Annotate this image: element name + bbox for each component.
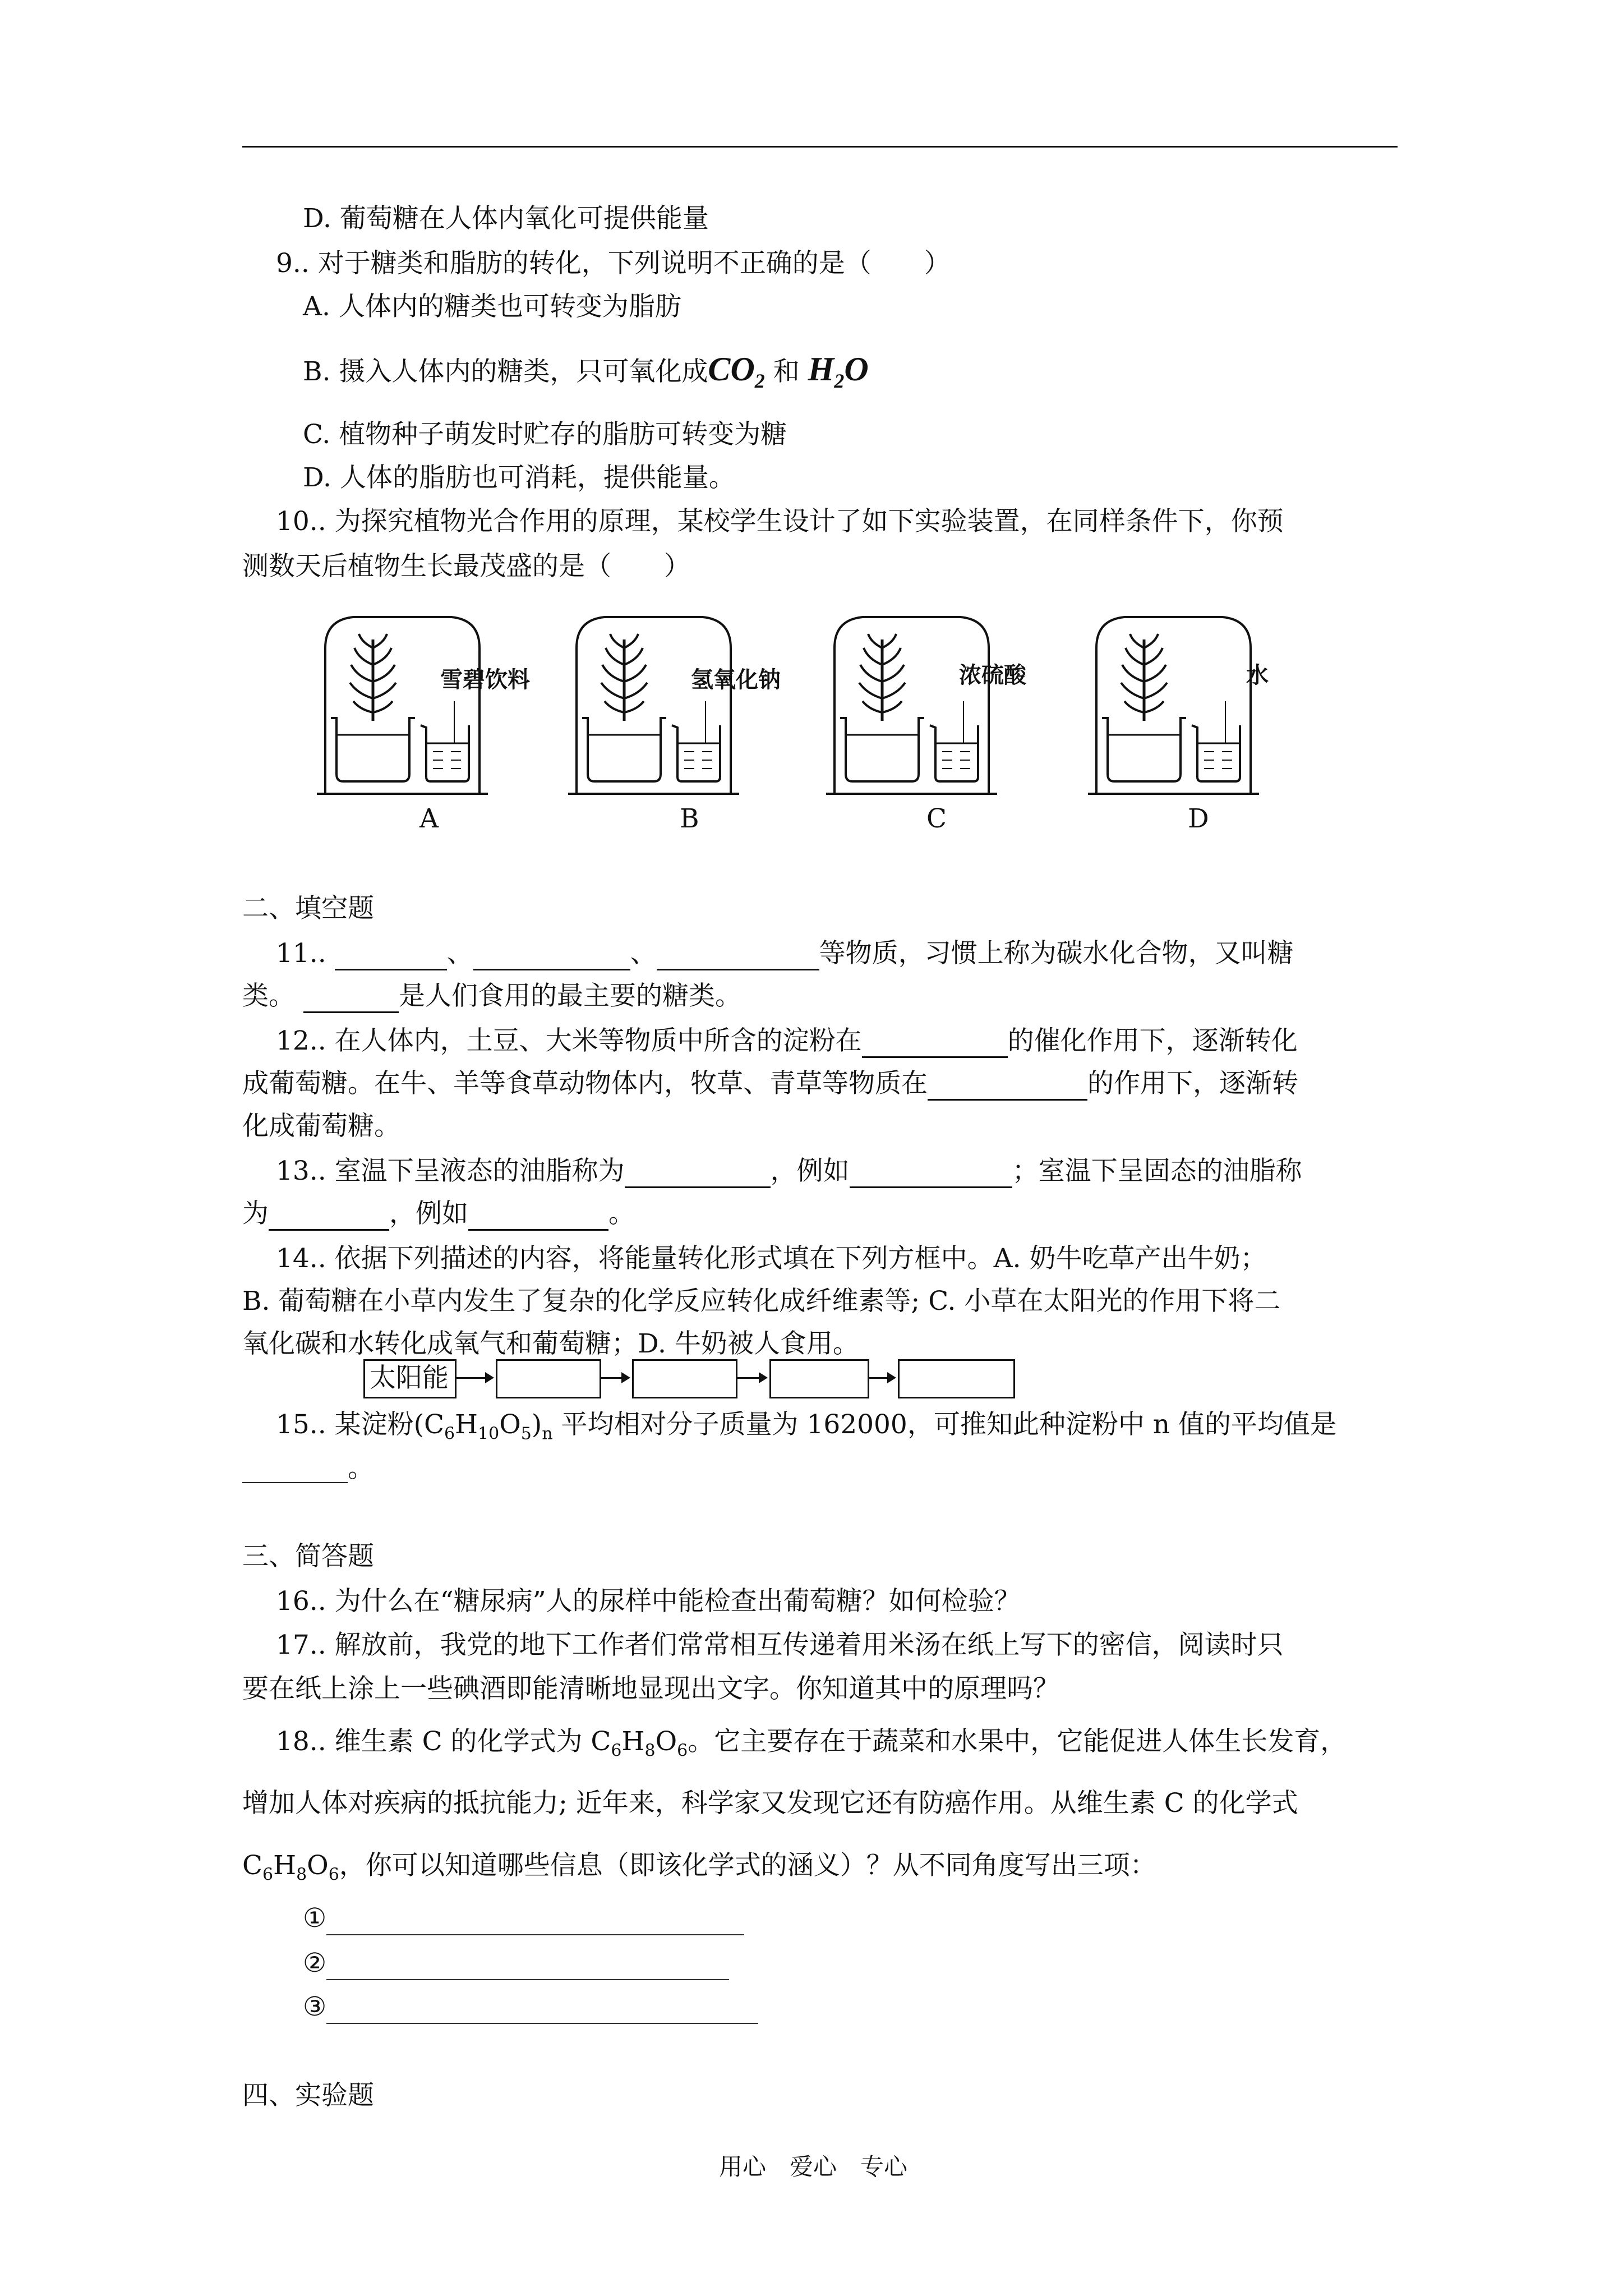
q12-blank-2[interactable]: [928, 1072, 1087, 1101]
q18-answer-line-2[interactable]: [326, 1953, 729, 1980]
q11-line2: 类。 是人们食用的最主要的糖类。: [242, 979, 741, 1013]
setup-letter-c: C: [926, 803, 947, 834]
q14-line2: B. 葡萄糖在小草内发生了复杂的化学反应转化成纤维素等; C. 小草在太阳光的作用下将二: [242, 1286, 1281, 1317]
q18-answer-2: ②: [303, 1947, 729, 1980]
q14-line3: 氧化碳和水转化成氧气和葡萄糖；D. 牛奶被人食用。: [242, 1328, 859, 1359]
energy-box-2[interactable]: [632, 1359, 737, 1398]
q17-line1: 17.. 解放前，我党的地下工作者们常常相互传递着用米汤在纸上写下的密信，阅读时只: [276, 1630, 1284, 1660]
q9-option-d: D. 人体的脂肪也可消耗，提供能量。: [303, 462, 735, 493]
q15-line1: 15.. 某淀粉$(C_6H_{10}O_5)_n$ 平均相对分子质量为 162000，可推知此种淀粉中 n 值的平均值是: [276, 1409, 1336, 1444]
beaker-label-d: 水: [1246, 662, 1269, 688]
setup-letter-d: D: [1188, 803, 1209, 834]
q16-text: 16.. 为什么在“糖尿病”人的尿样中能检查出葡萄糖？如何检验？: [276, 1586, 1021, 1617]
q10-line1: 10.. 为探究植物光合作用的原理，某校学生设计了如下实验装置，在同样条件下，你预: [276, 506, 1284, 537]
header-rule: [242, 146, 1398, 148]
section-4-title: 四、实验题: [242, 2080, 374, 2111]
q17-line2: 要在纸上涂上一些碘酒即能清晰地显现出文字。你知道其中的原理吗？: [242, 1673, 1059, 1704]
beaker-label-c: 浓硫酸: [959, 662, 1026, 688]
section-2-title: 二、填空题: [242, 893, 374, 924]
energy-box-solar: [363, 1359, 457, 1398]
beaker-label-b: 氢氧化钠: [691, 666, 781, 693]
energy-box-1[interactable]: [496, 1359, 601, 1398]
h2o-formula: $H_2O$: [808, 351, 869, 392]
energy-box-4[interactable]: [898, 1359, 1015, 1398]
page-footer: 用心 爱心 专心: [719, 2153, 908, 2180]
q18-answer-line-3[interactable]: [326, 1997, 758, 2024]
q11-blank-2[interactable]: [473, 942, 630, 970]
q18-answer-line-1[interactable]: [326, 1908, 744, 1935]
q11-line1: 11.. 、 、 等物质，习惯上称为碳水化合物，又叫糖: [276, 937, 1294, 970]
q18-answer-1: ①: [303, 1902, 744, 1935]
q13-blank-3[interactable]: [269, 1202, 389, 1231]
q8-option-d: D. 葡萄糖在人体内氧化可提供能量: [303, 203, 709, 234]
q11-blank-1[interactable]: [335, 942, 447, 970]
q9-option-a: A. 人体内的糖类也可转变为脂肪: [303, 291, 681, 322]
section-3-title: 三、简答题: [242, 1541, 374, 1572]
energy-box-3[interactable]: [769, 1359, 869, 1398]
q13-line1: 13.. 室温下呈液态的油脂称为 ，例如 ；室温下呈固态的油脂称: [276, 1154, 1302, 1188]
q13-line2: 为 ，例如 。: [242, 1197, 635, 1231]
setup-letter-b: B: [680, 803, 699, 834]
q12-blank-1[interactable]: [862, 1029, 1008, 1058]
q13-blank-1[interactable]: [625, 1159, 771, 1188]
q12-line1: 12.. 在人体内，土豆、大米等物质中所含的淀粉在 的催化作用下，逐渐转化: [276, 1024, 1298, 1058]
arrow-icon: [600, 1377, 628, 1379]
q14-line1: 14.. 依据下列描述的内容，将能量转化形式填在下列方框中。A. 奶牛吃草产出牛奶；: [276, 1243, 1267, 1274]
q9-option-c: C. 植物种子萌发时贮存的脂肪可转变为糖: [303, 419, 787, 450]
q9-option-b-text: B. 摄入人体内的糖类，只可氧化成: [303, 356, 708, 387]
co2-formula: $CO_2$: [708, 351, 765, 392]
apparatus-figure: [314, 609, 1324, 799]
q18-line2: 增加人体对疾病的抵抗能力; 近年来，科学家又发现它还有防癌作用。从维生素 C 的化学式: [242, 1788, 1298, 1819]
setup-letter-a: A: [419, 803, 439, 834]
q9-option-b: B. 摄入人体内的糖类，只可氧化成$CO_2$ 和 $H_2O$: [303, 351, 869, 392]
q12-line3: 化成葡萄糖。: [242, 1111, 400, 1142]
beaker-label-a: 雪碧饮料: [440, 666, 530, 693]
arrow-icon: [868, 1377, 894, 1379]
q9-stem: 9.. 对于糖类和脂肪的转化，下列说明不正确的是（ ）: [276, 248, 951, 279]
q18-line1: 18.. 维生素 C 的化学式为 $C_6H_8O_6$。它主要存在于蔬菜和水果中，它能促进人体生长发育，: [276, 1726, 1347, 1761]
q11-blank-4[interactable]: [303, 984, 399, 1013]
arrow-icon: [455, 1377, 492, 1379]
arrow-icon: [736, 1377, 766, 1379]
q18-line3: $C_6H_8O_6$，你可以知道哪些信息（即该化学式的涵义）？从不同角度写出三项：: [242, 1850, 1156, 1885]
q18-answer-3: ③: [303, 1990, 758, 2024]
q13-blank-4[interactable]: [468, 1202, 608, 1231]
q12-line2: 成葡萄糖。在牛、羊等食草动物体内，牧草、青草等物质在 的作用下，逐渐转: [242, 1067, 1298, 1101]
q11-blank-3[interactable]: [657, 942, 819, 970]
q13-blank-2[interactable]: [850, 1159, 1012, 1188]
q15-line2: ________。: [242, 1453, 374, 1484]
q10-line2: 测数天后植物生长最茂盛的是（ ）: [242, 551, 690, 582]
energy-box-solar-label: 太阳能: [370, 1363, 449, 1393]
